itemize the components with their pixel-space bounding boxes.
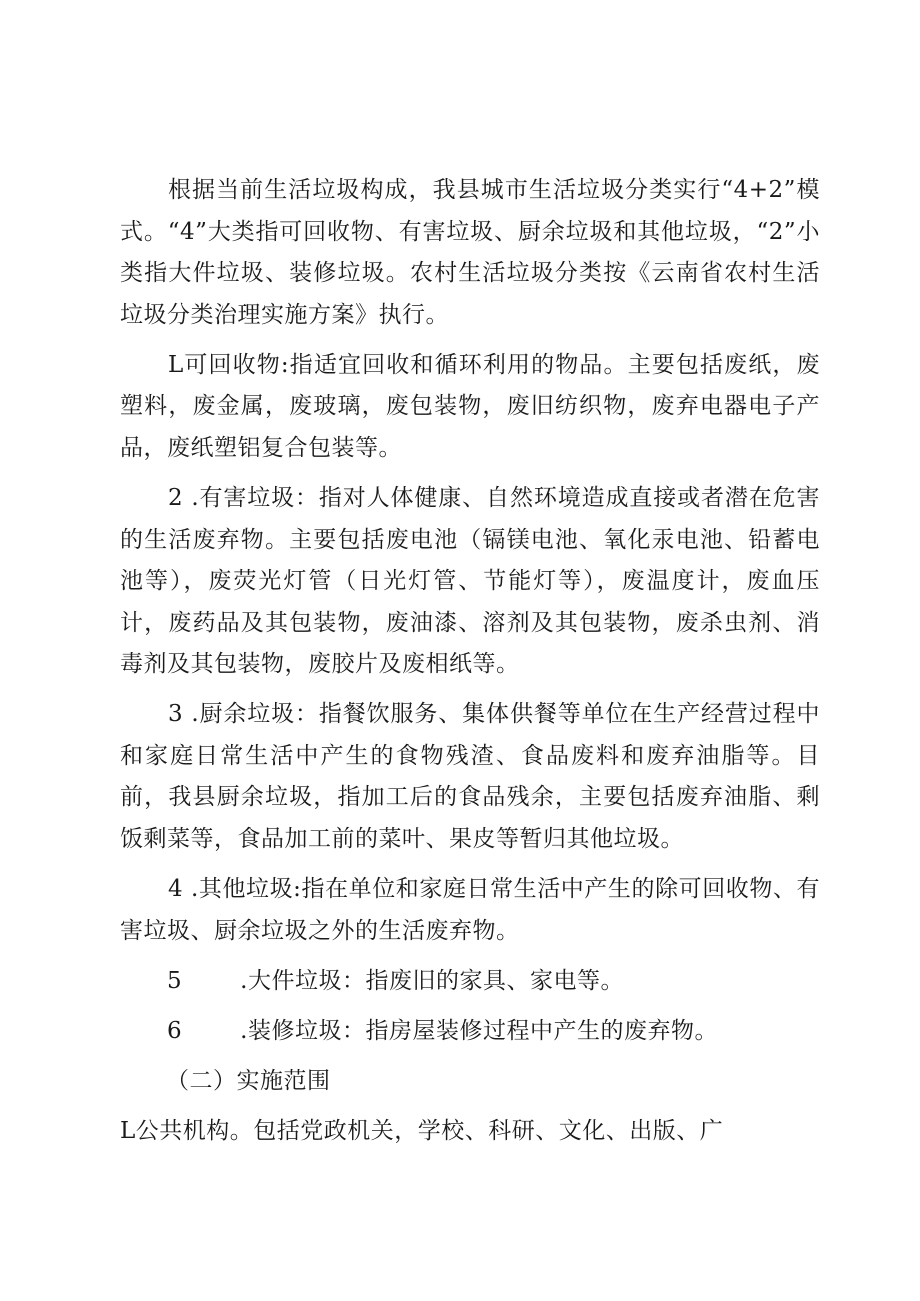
paragraph-intro: 根据当前生活垃圾构成，我县城市生活垃圾分类实行“4+2”模式。“4”大类指可回收物、有害垃圾、厨余垃圾和其他垃圾，“2”小类指大件垃圾、装修垃圾。农村生活垃圾分类按《云南省农村生活垃圾分类治理实施方案》执行。 [120,177,820,328]
paragraph-public-institutions: L公共机构。包括党政机关，学校、科研、文化、出版、广 [120,1117,724,1144]
item-number-5: 5 [167,967,183,994]
paragraph-renovation-waste [167,1011,820,1053]
paragraph-other-waste: 4 .其他垃圾:指在单位和家庭日常生活中产生的除可回收物、有害垃圾、厨余垃圾之外的生活废弃物。 [120,876,820,944]
section-heading-scope: （二）实施范围 [166,1067,331,1094]
document-body [120,170,820,1161]
item-text-6: .装修垃圾：指房屋装修过程中产生的废弃物。 [240,1017,718,1044]
item-number-6: 6 [167,1017,183,1044]
paragraph-hazardous-waste: 2 .有害垃圾：指对人体健康、自然环境造成直接或者潜在危害的生活废弃物。主要包括废电池（镉镁电池、氧化汞电池、铅蓄电池等），废荧光灯管（日光灯管、节能灯等），废温度计，废血压计，废药品及其包装物，废油漆、溶剂及其包装物，废杀虫剂、消毒剂及其包装物，废胶片及废相纸等。 [120,484,820,678]
paragraph-recyclables: L可回收物:指适宜回收和循环利用的物品。主要包括废纸，废塑料，废金属，废玻璃，废包装物，废旧纺织物，废弃电器电子产品，废纸塑铝复合包装等。 [120,351,820,461]
paragraph-kitchen-waste: 3 .厨余垃圾：指餐饮服务、集体供餐等单位在生产经营过程中和家庭日常生活中产生的食物残渣、食品废料和废弃油脂等。目前，我县厨余垃圾，指加工后的食品残余，主要包括废弃油脂、剩饭剩菜等，食品加工前的菜叶、果皮等暂归其他垃圾。 [120,701,820,853]
item-text-5: .大件垃圾：指废旧的家具、家电等。 [240,967,624,994]
paragraph-bulky-waste [167,961,820,1003]
